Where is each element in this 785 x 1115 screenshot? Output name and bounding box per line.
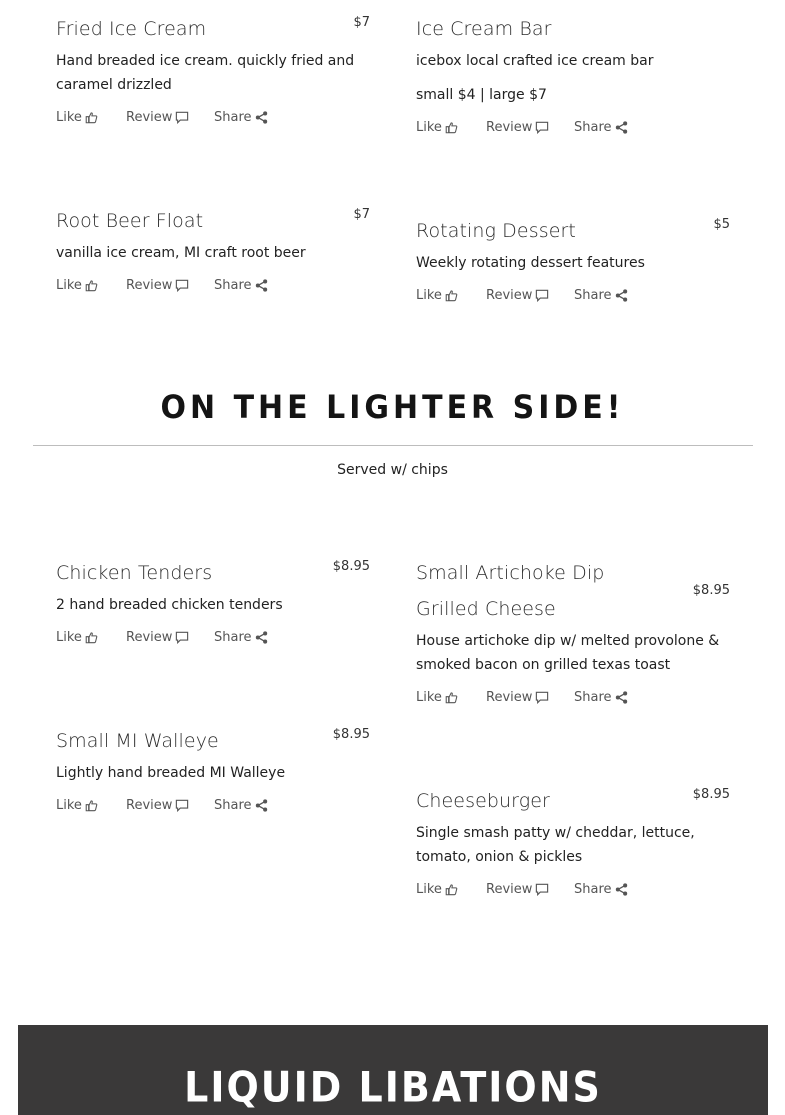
like-button[interactable] xyxy=(416,120,486,135)
like-button[interactable] xyxy=(56,110,126,125)
share-button[interactable] xyxy=(574,288,628,303)
menu-item-small-mi-walleye xyxy=(56,723,370,813)
item-description: Single smash patty w/ cheddar, lettuce, tomato, onion & pickles xyxy=(416,825,695,865)
item-description: Lightly hand breaded MI Walleye xyxy=(56,765,286,781)
share-label: Share xyxy=(214,630,252,645)
share-icon xyxy=(615,289,628,302)
like-label: Like xyxy=(416,690,442,705)
menu-item-root-beer-float xyxy=(56,203,370,293)
review-button[interactable] xyxy=(486,288,574,303)
comment-icon xyxy=(175,111,189,124)
comment-icon xyxy=(535,121,549,134)
libations-section-band xyxy=(18,1025,768,1115)
thumbs-up-icon xyxy=(445,289,458,302)
section-title-lighter-side: ON THE LIGHTER SIDE! xyxy=(160,388,625,427)
comment-icon xyxy=(535,883,549,896)
item-actions xyxy=(416,120,730,135)
item-name: Chicken Tenders xyxy=(56,562,213,584)
like-button[interactable] xyxy=(416,882,486,897)
share-button[interactable] xyxy=(574,882,628,897)
share-icon xyxy=(615,883,628,896)
comment-icon xyxy=(175,799,189,812)
item-actions xyxy=(56,110,370,125)
share-icon xyxy=(615,121,628,134)
menu-item-ice-cream-bar xyxy=(416,11,730,135)
item-description: House artichoke dip w/ melted provolone & smoked bacon on grilled texas toast xyxy=(416,633,720,673)
share-label: Share xyxy=(574,882,612,897)
review-label: Review xyxy=(126,798,173,813)
section-title-liquid-libations: LIQUID LIBATIONS xyxy=(184,1062,602,1112)
item-actions xyxy=(416,690,730,705)
share-button[interactable] xyxy=(574,690,628,705)
comment-icon xyxy=(535,289,549,302)
menu-item-cheeseburger xyxy=(416,783,730,897)
item-description: vanilla ice cream, MI craft root beer xyxy=(56,245,306,261)
like-button[interactable] xyxy=(416,690,486,705)
share-label: Share xyxy=(214,278,252,293)
section-note: Served w/ chips xyxy=(337,462,448,478)
share-icon xyxy=(255,279,268,292)
like-label: Like xyxy=(56,630,82,645)
item-price: $8.95 xyxy=(692,583,730,598)
share-icon xyxy=(255,631,268,644)
menu-item-fried-ice-cream xyxy=(56,11,370,125)
thumbs-up-icon xyxy=(85,279,98,292)
like-button[interactable] xyxy=(416,288,486,303)
review-label: Review xyxy=(486,882,533,897)
review-label: Review xyxy=(486,690,533,705)
like-label: Like xyxy=(56,110,82,125)
like-label: Like xyxy=(416,288,442,303)
like-label: Like xyxy=(416,120,442,135)
review-button[interactable] xyxy=(126,278,214,293)
thumbs-up-icon xyxy=(85,111,98,124)
share-button[interactable] xyxy=(214,798,268,813)
item-actions xyxy=(416,882,730,897)
item-actions xyxy=(56,630,370,645)
menu-item-chicken-tenders xyxy=(56,555,370,645)
item-name: Root Beer Float xyxy=(56,210,204,232)
share-button[interactable] xyxy=(574,120,628,135)
like-label: Like xyxy=(56,798,82,813)
item-actions xyxy=(56,798,370,813)
review-label: Review xyxy=(126,110,173,125)
review-label: Review xyxy=(126,278,173,293)
menu-item-artichoke-dip-grilled-cheese xyxy=(416,555,730,705)
item-price: $8.95 xyxy=(332,727,370,742)
thumbs-up-icon xyxy=(445,121,458,134)
share-label: Share xyxy=(574,288,612,303)
like-label: Like xyxy=(56,278,82,293)
review-button[interactable] xyxy=(486,690,574,705)
item-price: $7 xyxy=(353,15,370,30)
share-label: Share xyxy=(574,690,612,705)
item-name: Rotating Dessert xyxy=(416,220,576,242)
item-size-pricing: small $4 | large $7 xyxy=(416,87,547,103)
item-price: $8.95 xyxy=(692,787,730,802)
item-price: $8.95 xyxy=(332,559,370,574)
review-label: Review xyxy=(486,120,533,135)
share-button[interactable] xyxy=(214,278,268,293)
share-icon xyxy=(255,111,268,124)
share-label: Share xyxy=(214,110,252,125)
review-label: Review xyxy=(486,288,533,303)
comment-icon xyxy=(175,631,189,644)
like-label: Like xyxy=(416,882,442,897)
item-price: $7 xyxy=(353,207,370,222)
thumbs-up-icon xyxy=(445,691,458,704)
thumbs-up-icon xyxy=(445,883,458,896)
item-description: Weekly rotating dessert features xyxy=(416,255,645,271)
review-button[interactable] xyxy=(486,120,574,135)
share-button[interactable] xyxy=(214,110,268,125)
like-button[interactable] xyxy=(56,278,126,293)
item-actions xyxy=(416,288,730,303)
review-button[interactable] xyxy=(126,630,214,645)
review-button[interactable] xyxy=(486,882,574,897)
share-label: Share xyxy=(214,798,252,813)
item-actions xyxy=(56,278,370,293)
share-label: Share xyxy=(574,120,612,135)
menu-item-rotating-dessert xyxy=(416,213,730,303)
share-button[interactable] xyxy=(214,630,268,645)
item-name: Ice Cream Bar xyxy=(416,18,552,40)
thumbs-up-icon xyxy=(85,799,98,812)
comment-icon xyxy=(175,279,189,292)
item-name: Cheeseburger xyxy=(416,790,550,812)
item-name: Fried Ice Cream xyxy=(56,18,207,40)
like-button[interactable] xyxy=(56,630,126,645)
section-divider xyxy=(33,445,753,446)
item-description: 2 hand breaded chicken tenders xyxy=(56,597,283,613)
item-description: Hand breaded ice cream. quickly fried and caramel drizzled xyxy=(56,53,355,93)
review-label: Review xyxy=(126,630,173,645)
item-description: icebox local crafted ice cream bar xyxy=(416,53,654,69)
comment-icon xyxy=(535,691,549,704)
share-icon xyxy=(255,799,268,812)
review-button[interactable] xyxy=(126,798,214,813)
share-icon xyxy=(615,691,628,704)
item-name: Small Artichoke Dip Grilled Cheese xyxy=(416,562,605,620)
review-button[interactable] xyxy=(126,110,214,125)
thumbs-up-icon xyxy=(85,631,98,644)
item-price: $5 xyxy=(713,217,730,232)
item-name: Small MI Walleye xyxy=(56,730,219,752)
like-button[interactable] xyxy=(56,798,126,813)
